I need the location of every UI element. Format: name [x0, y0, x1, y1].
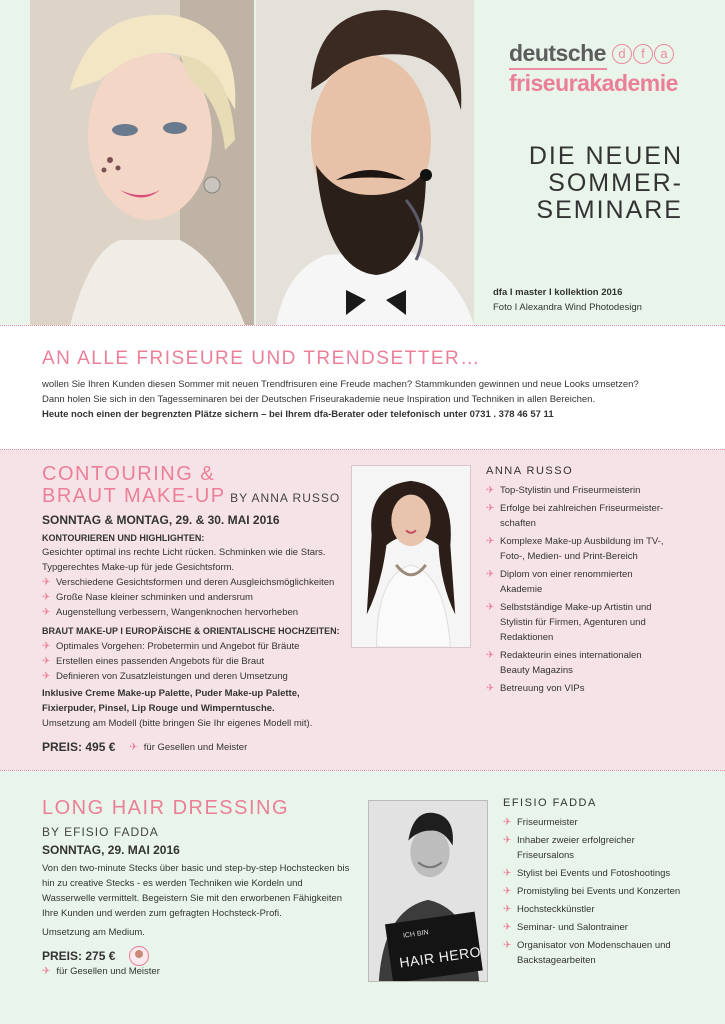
- list-item: ✈ Friseurmeister: [503, 817, 578, 828]
- seminar1-title-line2: BRAUT MAKE-UP: [42, 485, 226, 507]
- list-item: ✈ Definieren von Zusatzleistungen und deren Umsetzung: [42, 671, 288, 682]
- list-item: ✈ Selbstständige Make-up Artistin und Stylistin für Firmen, Agenturen und Redaktionen: [486, 602, 652, 643]
- intro-line: Dann holen Sie sich in den Tagesseminaren bei der Deutschen Friseurakademie neue Inspiration und Techniken in allen Bereichen.: [42, 394, 596, 405]
- seminar1-bold2: Fixierpuder, Pinsel, Lip Rouge und Wimperntusche.: [42, 703, 275, 714]
- seminar2-by: BY EFISIO FADDA: [42, 825, 159, 839]
- price-label: PREIS: 495 €: [42, 740, 116, 754]
- price-note: für Gesellen und Meister: [56, 966, 160, 977]
- photo-anna-russo: [351, 465, 471, 648]
- list-item: ✈ Organisator von Modenschauen und Backstagearbeiten: [503, 940, 671, 966]
- list-item: ✈ Augenstellung verbessern, Wangenknochen hervorheben: [42, 607, 299, 618]
- arrow-icon: ✈: [42, 966, 51, 977]
- hero-photos: [30, 0, 474, 325]
- divider: [0, 325, 725, 326]
- sign-line2: HAIR HERO: [398, 943, 483, 971]
- arrow-icon: ✈: [486, 485, 495, 496]
- list-item: ✈ Stylist bei Events und Fotoshootings: [503, 868, 671, 879]
- arrow-icon: ✈: [486, 650, 495, 661]
- seminar1-bold1: Inklusive Creme Make-up Palette, Puder Make-up Palette,: [42, 688, 300, 699]
- list-item: ✈ Promistyling bei Events und Konzerten: [503, 886, 681, 897]
- headline-line: SEMINARE: [536, 196, 683, 224]
- list-item: ✈ Erfolge bei zahlreichen Friseurmeister-schaften: [486, 503, 664, 529]
- seminar1-title-line1: CONTOURING &: [42, 463, 216, 485]
- list-item: ✈ Große Nase kleiner schminken und andersrum: [42, 592, 253, 603]
- arrow-icon: ✈: [486, 503, 495, 514]
- photo-blonde-model: [30, 0, 254, 325]
- intro-line: wollen Sie Ihren Kunden diesen Sommer mit neuen Trendfrisuren eine Freude machen? Stammkunden gewinnen und neue Looks umsetzen?: [42, 379, 639, 390]
- price-label: PREIS: 275 €: [42, 949, 116, 963]
- price-note: für Gesellen und Meister: [143, 741, 248, 753]
- seminar2-price-note: [42, 966, 160, 977]
- collection-info: [493, 285, 642, 315]
- arrow-icon: ✈: [42, 671, 51, 682]
- seminar1-price: [42, 740, 247, 754]
- seminar1-title-block: [42, 463, 342, 507]
- logo-letter-f: f: [633, 44, 653, 64]
- arrow-icon: ✈: [486, 602, 495, 613]
- sign-line1: ICH BIN: [402, 929, 430, 940]
- intro-title: AN ALLE FRISEURE UND TRENDSETTER…: [42, 348, 481, 369]
- collection-label: dfa I master I kollektion 2016: [493, 287, 623, 298]
- logo-letter-circles: [611, 44, 674, 64]
- arrow-icon: ✈: [503, 922, 512, 933]
- seminar2-note: Umsetzung am Medium.: [42, 927, 145, 938]
- page-headline: [529, 143, 683, 224]
- logo-letter-d: d: [612, 44, 632, 64]
- seminar2-title: LONG HAIR DRESSING: [42, 797, 290, 819]
- photo-bearded-model: [256, 0, 474, 325]
- photo-efisio-fadda: [368, 800, 488, 982]
- list-item: ✈ Top-Stylistin und Friseurmeisterin: [486, 485, 641, 496]
- seminar2-body: [42, 797, 352, 940]
- arrow-icon: ✈: [42, 592, 51, 603]
- list-item: ✈ Verschiedene Gesichtsformen und deren Ausgleichsmöglichkeiten: [42, 577, 335, 588]
- headline-line: DIE NEUEN: [528, 142, 683, 170]
- arrow-icon: ✈: [503, 886, 512, 897]
- seminar1-by: BY ANNA RUSSO: [230, 491, 341, 505]
- headline-line: SOMMER-: [548, 169, 683, 197]
- list-item: ✈ Seminar- und Salontrainer: [503, 922, 628, 933]
- arrow-icon: ✈: [503, 868, 512, 879]
- arrow-icon: ✈: [129, 741, 138, 753]
- arrow-icon: ✈: [42, 577, 51, 588]
- arrow-icon: ✈: [503, 835, 512, 846]
- seminar1-date: SONNTAG & MONTAG, 29. & 30. MAI 2016: [42, 513, 280, 527]
- seminar1-head2: BRAUT MAKE-UP I EUROPÄISCHE & ORIENTALISCHE HOCHZEITEN:: [42, 626, 340, 636]
- trainer1-list: [486, 483, 666, 696]
- avatar-icon: [129, 946, 149, 966]
- seminar1-note: Umsetzung am Modell (bitte bringen Sie Ihr eigenes Modell mit).: [42, 718, 313, 729]
- seminar2-text: Von den two-minute Stecks über basic und step-by-step Hochstecken bis hin zu creative Stecks - es werden Techniken wie Kordeln und Wasserwelle vermittelt. Begeistern Sie mit den erworbenen Fähigkeiten Ihre Kunden und werden zum gefragten Hochsteck-Profi.: [42, 863, 350, 919]
- arrow-icon: ✈: [503, 940, 512, 951]
- seminar2-price: [42, 946, 149, 966]
- intro-cta: Heute noch einen der begrenzten Plätze sichern – bei Ihrem dfa-Berater oder telefonisch unter 0731 . 378 46 57 11: [42, 409, 554, 420]
- logo-letter-a: a: [654, 44, 674, 64]
- trainer2-name: EFISIO FADDA: [503, 797, 597, 809]
- seminar2-date: SONNTAG, 29. MAI 2016: [42, 843, 180, 857]
- photo-credit: Foto I Alexandra Wind Photodesign: [493, 302, 642, 313]
- list-item: ✈ Hochsteckkünstler: [503, 904, 595, 915]
- arrow-icon: ✈: [486, 569, 495, 580]
- list-item: ✈ Komplexe Make-up Ausbildung im TV-, Foto-, Medien- und Print-Bereich: [486, 536, 664, 562]
- seminar1-text1b: Typgerechtes Make-up für jede Gesichtsform.: [42, 562, 235, 573]
- list-item: ✈ Erstellen eines passenden Angebots für die Braut: [42, 656, 265, 667]
- arrow-icon: ✈: [42, 607, 51, 618]
- list-item: ✈ Betreuung von VIPs: [486, 683, 585, 694]
- trainer1-name: ANNA RUSSO: [486, 465, 574, 477]
- trainer1-bio: [486, 465, 666, 699]
- list-item: ✈ Redakteurin eines internationalen Beauty Magazins: [486, 650, 642, 676]
- logo-word-deutsche: deutsche: [509, 40, 606, 66]
- trainer2-bio: [503, 797, 693, 971]
- arrow-icon: ✈: [486, 536, 495, 547]
- intro-text: [42, 377, 682, 407]
- list-item: ✈ Optimales Vorgehen: Probetermin und Angebot für Bräute: [42, 641, 300, 652]
- divider: [0, 449, 725, 450]
- arrow-icon: ✈: [42, 641, 51, 652]
- seminar1-head1: KONTOURIEREN UND HIGHLIGHTEN:: [42, 533, 205, 543]
- list-item: ✈ Inhaber zweier erfolgreicher Friseursalons: [503, 835, 635, 861]
- seminar1-body: [42, 513, 347, 731]
- dfa-logo: [509, 40, 689, 96]
- divider: [0, 770, 725, 771]
- seminar1-text1a: Gesichter optimal ins rechte Licht rücken. Schminken wie die Stars.: [42, 547, 326, 558]
- arrow-icon: ✈: [503, 817, 512, 828]
- arrow-icon: ✈: [503, 904, 512, 915]
- list-item: ✈ Diplom von einer renommierten Akademie: [486, 569, 633, 595]
- arrow-icon: ✈: [42, 656, 51, 667]
- trainer2-list: [503, 815, 693, 968]
- arrow-icon: ✈: [486, 683, 495, 694]
- logo-word-friseurakademie: friseurakademie: [509, 70, 678, 96]
